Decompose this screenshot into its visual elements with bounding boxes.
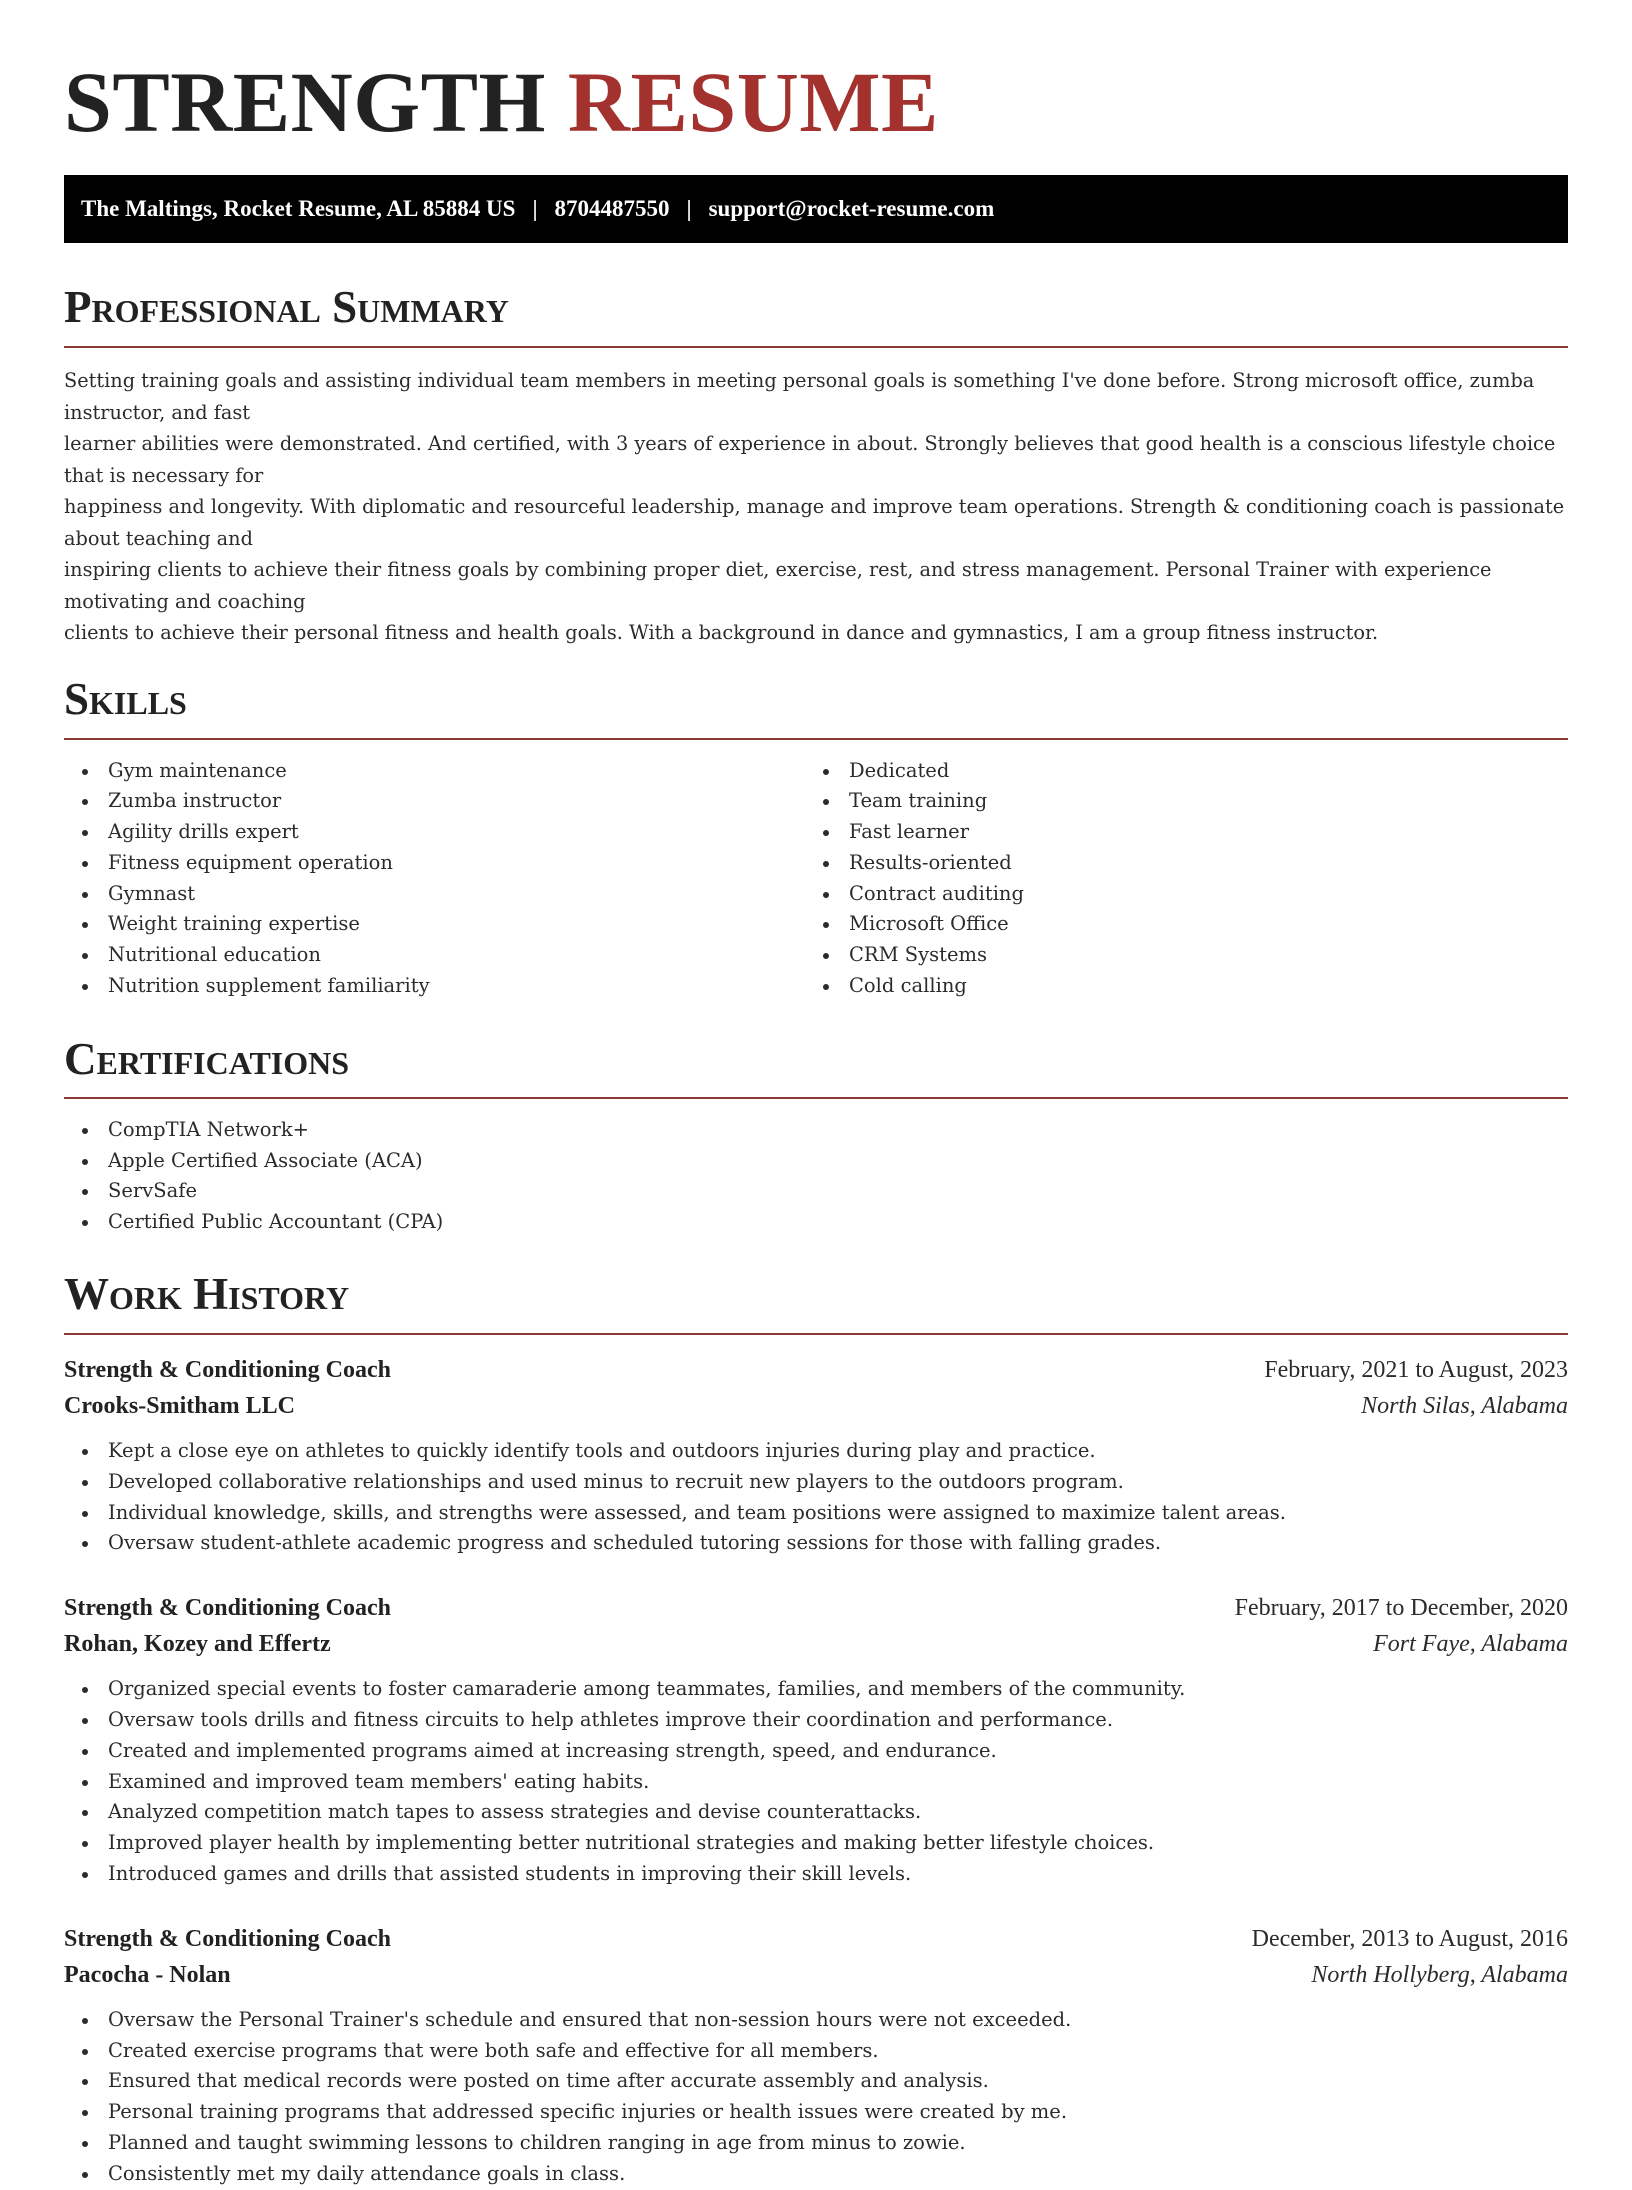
- job-entry: [64, 1921, 1568, 2190]
- summary-text: [64, 365, 1568, 649]
- job-bullet: Improved player health by implementing better nutritional strategies and making better lifestyle choices.: [64, 1828, 1568, 1859]
- certifications-list: [64, 1115, 1568, 1238]
- job-dates: February, 2021 to August, 2023: [1264, 1357, 1568, 1384]
- job-bullet: Individual knowledge, skills, and strengths were assessed, and team positions were assigned to maximize talent areas.: [64, 1498, 1568, 1529]
- skill-item: Dedicated: [805, 756, 1546, 787]
- job-company: Crooks-Smitham LLC: [64, 1393, 295, 1420]
- job-header: [64, 1921, 1568, 1957]
- job-bullet: Examined and improved team members' eating habits.: [64, 1767, 1568, 1798]
- skill-item: Gymnast: [64, 879, 805, 910]
- job-title: Strength & Conditioning Coach: [64, 1595, 391, 1622]
- last-name: RESUME: [567, 54, 939, 150]
- skill-item: Zumba instructor: [64, 786, 805, 817]
- skill-item: Fast learner: [805, 817, 1546, 848]
- skills-section: [64, 675, 1568, 1002]
- job-bullet: Organized special events to foster camaraderie among teammates, families, and members of the community.: [64, 1674, 1568, 1705]
- skill-item: Nutritional education: [64, 940, 805, 971]
- summary-line: happiness and longevity. With diplomatic and resourceful leadership, manage and improve team operations. Strength & conditioning coach is passionate about teaching and: [64, 495, 1565, 550]
- job-bullet: Introduced games and drills that assisted students in improving their skill levels.: [64, 1859, 1568, 1890]
- summary-line: Setting training goals and assisting individual team members in meeting personal goals is something I've done before. Strong microsoft office, zumba instructor, and fast: [64, 369, 1535, 424]
- skills-right-list: [805, 756, 1546, 1002]
- section-divider: [64, 1097, 1568, 1099]
- job-location: North Silas, Alabama: [1361, 1393, 1568, 1420]
- summary-section: [64, 283, 1568, 649]
- skills-heading: Skills: [64, 673, 187, 724]
- certification-item: ServSafe: [64, 1176, 1568, 1207]
- skills-grid: [64, 756, 1568, 1002]
- job-header: [64, 1590, 1568, 1626]
- section-divider: [64, 1333, 1568, 1335]
- job-bullet: Created and implemented programs aimed at increasing strength, speed, and endurance.: [64, 1736, 1568, 1767]
- job-bullet: Kept a close eye on athletes to quickly identify tools and outdoors injuries during play and practice.: [64, 1436, 1568, 1467]
- job-dates: February, 2017 to December, 2020: [1234, 1595, 1568, 1622]
- job-subheader: [64, 1626, 1568, 1662]
- certifications-section: [64, 1035, 1568, 1238]
- skill-item: Weight training expertise: [64, 909, 805, 940]
- job-entry: [64, 1352, 1568, 1559]
- job-bullet: Personal training programs that addressed specific injuries or health issues were created by me.: [64, 2097, 1568, 2128]
- skill-item: Fitness equipment operation: [64, 848, 805, 879]
- job-bullets: [64, 2005, 1568, 2190]
- job-title: Strength & Conditioning Coach: [64, 1925, 391, 1952]
- section-divider: [64, 738, 1568, 740]
- skills-left-list: [64, 756, 805, 1002]
- summary-line: learner abilities were demonstrated. And certified, with 3 years of experience in about. Strongly believes that good health is a conscious lifestyle choice that is necessary for: [64, 432, 1556, 487]
- job-bullet: Planned and taught swimming lessons to children ranging in age from minus to zowie.: [64, 2128, 1568, 2159]
- contact-separator: |: [532, 196, 538, 221]
- job-header: [64, 1352, 1568, 1388]
- job-bullet: Oversaw the Personal Trainer's schedule and ensured that non-session hours were not exceeded.: [64, 2005, 1568, 2036]
- first-name: STRENGTH: [64, 54, 546, 150]
- job-location: North Hollyberg, Alabama: [1311, 1961, 1568, 1988]
- skill-item: Microsoft Office: [805, 909, 1546, 940]
- skill-item: Contract auditing: [805, 879, 1546, 910]
- certifications-heading: Certifications: [64, 1033, 350, 1084]
- skill-item: Team training: [805, 786, 1546, 817]
- contact-phone: 8704487550: [554, 196, 670, 221]
- skill-item: Nutrition supplement familiarity: [64, 971, 805, 1002]
- job-company: Pacocha - Nolan: [64, 1961, 231, 1988]
- job-bullet: Developed collaborative relationships and used minus to recruit new players to the outdoors program.: [64, 1467, 1568, 1498]
- job-entry: [64, 1590, 1568, 1890]
- job-location: Fort Faye, Alabama: [1373, 1631, 1568, 1658]
- job-bullet: Analyzed competition match tapes to assess strategies and devise counterattacks.: [64, 1797, 1568, 1828]
- resume-name: [64, 0, 1568, 168]
- job-bullet: Ensured that medical records were posted on time after accurate assembly and analysis.: [64, 2066, 1568, 2097]
- skill-item: Agility drills expert: [64, 817, 805, 848]
- certification-item: Apple Certified Associate (ACA): [64, 1146, 1568, 1177]
- section-divider: [64, 346, 1568, 348]
- skill-item: CRM Systems: [805, 940, 1546, 971]
- job-subheader: [64, 1388, 1568, 1424]
- summary-heading: Professional Summary: [64, 282, 509, 332]
- job-bullet: Oversaw tools drills and fitness circuits to help athletes improve their coordination and performance.: [64, 1705, 1568, 1736]
- contact-address: The Maltings, Rocket Resume, AL 85884 US: [81, 196, 516, 221]
- certification-item: CompTIA Network+: [64, 1115, 1568, 1146]
- skill-item: Results-oriented: [805, 848, 1546, 879]
- contact-separator: |: [686, 196, 692, 221]
- job-title: Strength & Conditioning Coach: [64, 1357, 391, 1384]
- certification-item: Certified Public Accountant (CPA): [64, 1207, 1568, 1238]
- work-heading: Work History: [64, 1269, 350, 1320]
- job-bullets: [64, 1674, 1568, 1890]
- contact-email: support@rocket-resume.com: [708, 196, 995, 221]
- work-section: [64, 1270, 1568, 2190]
- job-bullet: Oversaw student-athlete academic progress and scheduled tutoring sessions for those with falling grades.: [64, 1528, 1568, 1559]
- job-bullets: [64, 1436, 1568, 1559]
- job-bullet: Consistently met my daily attendance goals in class.: [64, 2159, 1568, 2190]
- job-subheader: [64, 1957, 1568, 1993]
- contact-bar: [64, 175, 1568, 243]
- job-dates: December, 2013 to August, 2016: [1251, 1925, 1568, 1952]
- skill-item: Cold calling: [805, 971, 1546, 1002]
- job-bullet: Created exercise programs that were both safe and effective for all members.: [64, 2036, 1568, 2067]
- job-company: Rohan, Kozey and Effertz: [64, 1631, 331, 1658]
- summary-line: clients to achieve their personal fitness and health goals. With a background in dance and gymnastics, I am a group fitness instructor.: [64, 621, 1379, 644]
- skill-item: Gym maintenance: [64, 756, 805, 787]
- summary-line: inspiring clients to achieve their fitness goals by combining proper diet, exercise, rest, and stress management. Personal Trainer with experience motivating and coaching: [64, 558, 1492, 613]
